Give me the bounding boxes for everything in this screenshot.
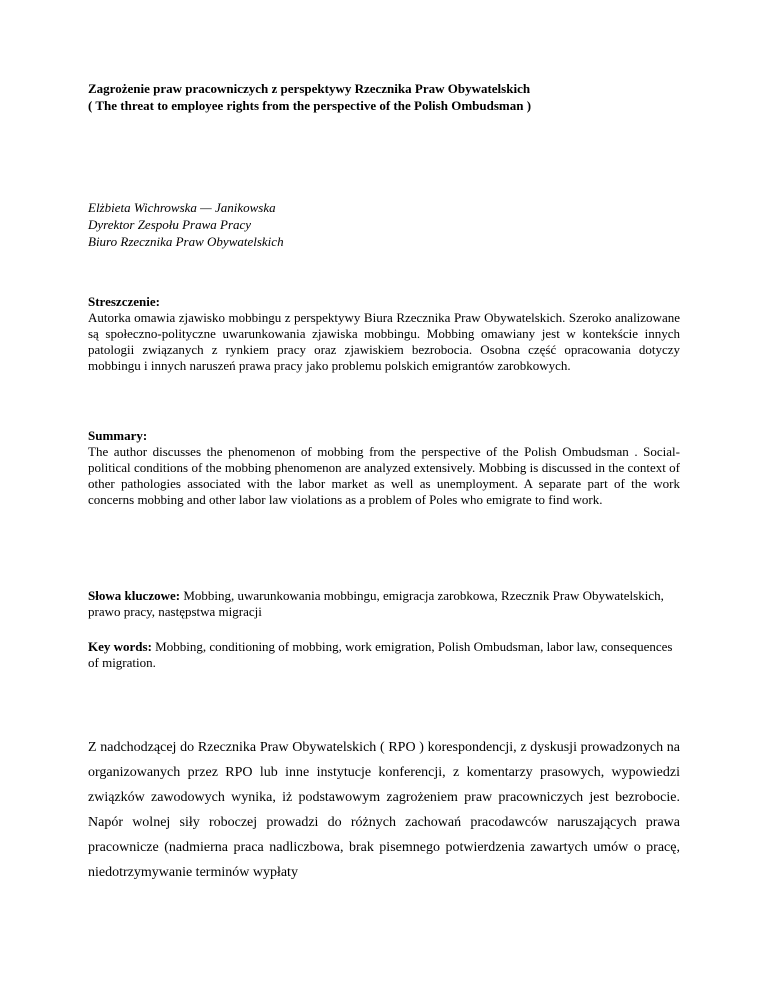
abstract-english bbox=[88, 428, 680, 508]
body-paragraph: Z nadchodzącej do Rzecznika Praw Obywatelskich ( RPO ) korespondencji, z dyskusji prowadzonych na organizowanych przez RPO lub inne instytucje konferencji, z komentarzy prasowych, wypowiedzi związków zawodowych wynika, iż podstawowym zagrożeniem praw pracowniczych jest bezrobocie. Napór wolnej siły roboczej prowadzi do różnych zachowań pracodawców naruszających prawa pracownicze (nadmierna praca nadliczbowa, brak pisemnego potwierdzenia zawartych umów o pracę, niedotrzymywanie terminów wypłaty bbox=[88, 740, 680, 880]
document-page bbox=[88, 0, 680, 994]
abstract-polish-text: Autorka omawia zjawisko mobbingu z perspektywy Biura Rzecznika Praw Obywatelskich. Szeroko analizowane są społeczno-polityczne uwarunkowania zjawiska mobbingu. Mobbing omawiany jest w kontekście innych patologii związanych z rynkiem pracy oraz zjawiskiem bezrobocia. Osobna część opracowania dotyczy mobbingu i innych naruszeń prawa pracy jako problemu polskich emigrantów zarobkowych. bbox=[88, 310, 680, 373]
keywords-english-label: Key words: bbox=[88, 639, 152, 654]
keywords-english-text: Mobbing, conditioning of mobbing, work emigration, Polish Ombudsman, labor law, consequences of migration. bbox=[88, 639, 673, 670]
author-block bbox=[88, 199, 680, 250]
abstract-english-heading: Summary: bbox=[88, 428, 148, 443]
abstract-english-text: The author discusses the phenomenon of mobbing from the perspective of the Polish Ombudsman . Social-political conditions of the mobbing phenomenon are analyzed extensively. Mobbing is discussed in the context of other pathologies associated with the labor market as well as unemployment. A separate part of the work concerns mobbing and other labor law violations as a problem of Poles who emigrate to find work. bbox=[88, 444, 680, 507]
title-polish: Zagrożenie praw pracowniczych z perspektywy Rzecznika Praw Obywatelskich bbox=[88, 81, 531, 96]
author-name: Elżbieta Wichrowska — Janikowska bbox=[88, 200, 276, 215]
paper-title bbox=[88, 80, 680, 114]
keywords-english bbox=[88, 639, 680, 671]
author-institution: Biuro Rzecznika Praw Obywatelskich bbox=[88, 234, 284, 249]
abstract-polish-heading: Streszczenie: bbox=[88, 294, 160, 309]
title-english: ( The threat to employee rights from the perspective of the Polish Ombudsman ) bbox=[88, 98, 532, 113]
keywords-polish-label: Słowa kluczowe: bbox=[88, 588, 181, 603]
author-position: Dyrektor Zespołu Prawa Pracy bbox=[88, 217, 252, 232]
keywords-polish bbox=[88, 588, 680, 620]
keywords-polish-text: Mobbing, uwarunkowania mobbingu, emigracja zarobkowa, Rzecznik Praw Obywatelskich, prawo pracy, następstwa migracji bbox=[88, 588, 664, 619]
abstract-polish bbox=[88, 294, 680, 374]
